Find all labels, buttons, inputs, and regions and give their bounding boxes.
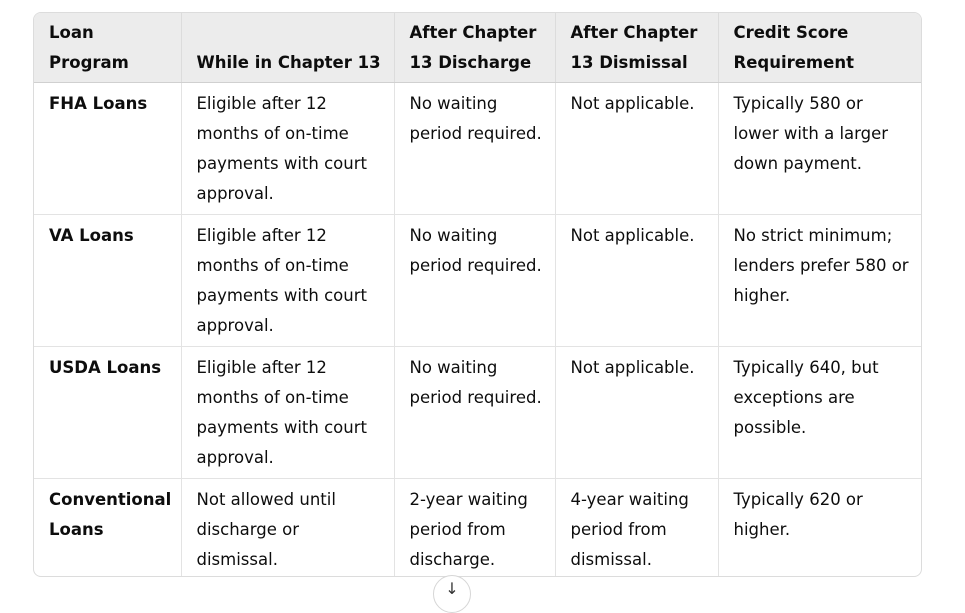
credit-score-cell: Typically 580 or lower with a larger down payment.	[718, 83, 922, 215]
after-dismissal-cell: Not applicable.	[555, 83, 718, 215]
arrow-down-icon: ↓	[445, 579, 459, 598]
header-credit-score: Credit Score Requirement	[718, 13, 922, 83]
after-discharge-cell: 2-year waiting period from discharge.	[394, 479, 555, 578]
header-loan-program: Loan Program	[34, 13, 181, 83]
after-discharge-cell: No waiting period required.	[394, 83, 555, 215]
during-chapter-13-cell: Eligible after 12 months of on-time payments with court approval.	[181, 83, 394, 215]
header-while-in-chapter-13: While in Chapter 13	[181, 13, 394, 83]
after-dismissal-cell: Not applicable.	[555, 347, 718, 479]
credit-score-cell: No strict minimum; lenders prefer 580 or higher.	[718, 215, 922, 347]
table-row	[34, 83, 922, 215]
table-row	[34, 479, 922, 578]
during-chapter-13-cell: Eligible after 12 months of on-time payments with court approval.	[181, 347, 394, 479]
loan-program-cell: Conventional Loans	[34, 479, 181, 578]
loan-program-cell: FHA Loans	[34, 83, 181, 215]
after-dismissal-cell: 4-year waiting period from dismissal.	[555, 479, 718, 578]
header-after-dismissal: After Chapter 13 Dismissal	[555, 13, 718, 83]
table-row	[34, 215, 922, 347]
during-chapter-13-cell: Not allowed until discharge or dismissal.	[181, 479, 394, 578]
loan-program-cell: VA Loans	[34, 215, 181, 347]
after-discharge-cell: No waiting period required.	[394, 215, 555, 347]
after-dismissal-cell: Not applicable.	[555, 215, 718, 347]
loan-program-cell: USDA Loans	[34, 347, 181, 479]
loan-table-container	[33, 12, 922, 577]
scroll-to-bottom-button[interactable]	[433, 575, 471, 613]
during-chapter-13-cell: Eligible after 12 months of on-time payments with court approval.	[181, 215, 394, 347]
loan-comparison-table	[34, 13, 922, 577]
table-header-row	[34, 13, 922, 83]
credit-score-cell: Typically 640, but exceptions are possible.	[718, 347, 922, 479]
table-row	[34, 347, 922, 479]
header-after-discharge: After Chapter 13 Discharge	[394, 13, 555, 83]
after-discharge-cell: No waiting period required.	[394, 347, 555, 479]
credit-score-cell: Typically 620 or higher.	[733, 490, 863, 539]
